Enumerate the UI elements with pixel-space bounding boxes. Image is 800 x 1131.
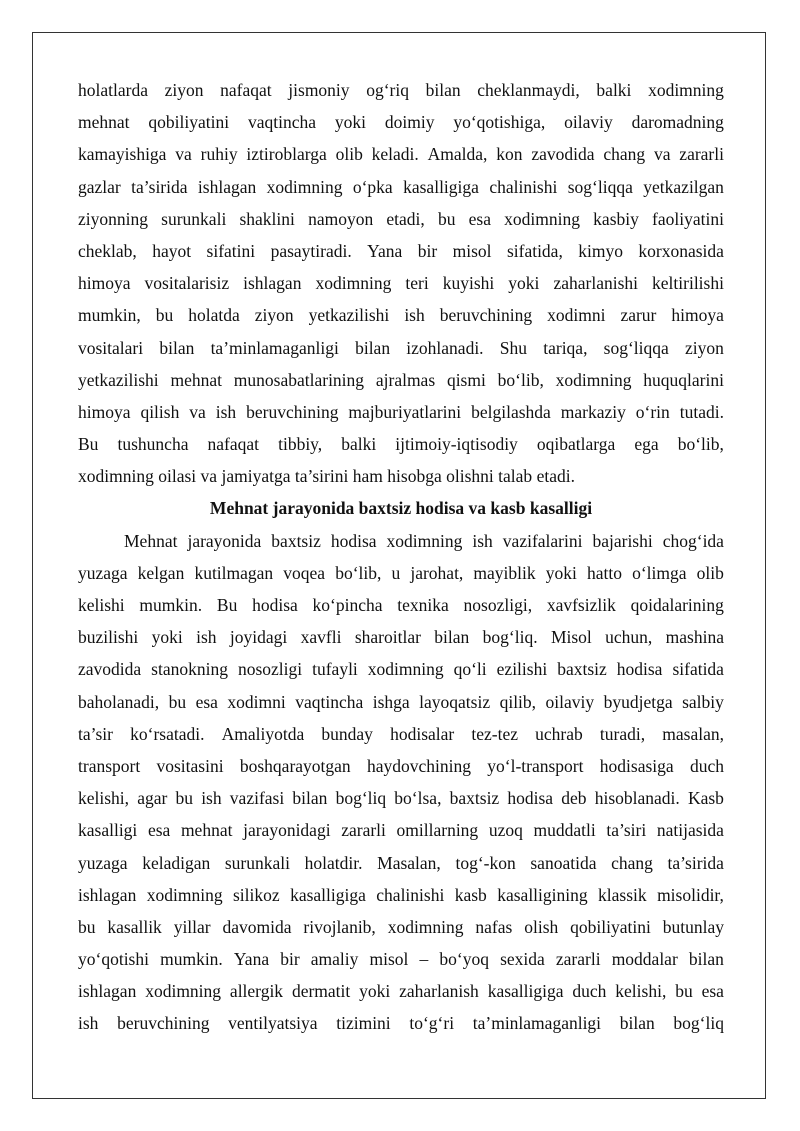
section-heading: Mehnat jarayonida baxtsiz hodisa va kasb kasalligi [209, 498, 593, 519]
text-line: xodimning oilasi va jamiyatga ta’sirini ham hisobga olishni talab etadi. [78, 466, 575, 487]
text-line: kasalligi esa mehnat jarayonidagi zararli omillarning uzoq muddatli ta’siri natijasida [78, 820, 724, 841]
text-line: Bu tushuncha nafaqat tibbiy, balki ijtimoiy-iqtisodiy oqibatlarga ega bo‘lib, [78, 434, 724, 455]
text-line: vositalari bilan ta’minlamaganligi bilan izohlanadi. Shu tariqa, sog‘liqqa ziyon [78, 337, 724, 358]
text-line: buzilishi yoki ish joyidagi xavfli sharoitlar bilan bog‘liq. Misol uchun, mashina [78, 627, 724, 648]
text-line: Mehnat jarayonida baxtsiz hodisa xodimning ish vazifalarini bajarishi chog‘ida [124, 530, 724, 551]
text-line: ishlagan xodimning allergik dermatit yoki zaharlanish kasalligiga duch kelishi, bu esa [78, 981, 724, 1002]
text-line: yuzaga kelgan kutilmagan voqea bo‘lib, u jarohat, mayiblik yoki hatto o‘limga olib [78, 562, 724, 583]
text-line: holatlarda ziyon nafaqat jismoniy og‘riq bilan cheklanmaydi, balki xodimning [78, 80, 724, 100]
paragraph-2 [78, 525, 724, 1040]
text-line: ziyonning surunkali shaklini namoyon etadi, bu esa xodimning kasbiy faoliyatini [78, 208, 724, 229]
text-line: mehnat qobiliyatini vaqtincha yoki doimiy yo‘qotishiga, oilaviy daromadning [78, 112, 724, 133]
text-line: mumkin, bu holatda ziyon yetkazilishi ish beruvchining xodimni zarur himoya [78, 305, 724, 326]
text-line: zavodida stanokning nosozligi tufayli xodimning qo‘li ezilishi baxtsiz hodisa sifatida [78, 659, 724, 680]
text-line: yetkazilishi mehnat munosabatlarining ajralmas qismi bo‘lib, xodimning huquqlarini [78, 369, 724, 390]
document-body [78, 74, 724, 1040]
text-line: cheklab, hayot sifatini pasaytiradi. Yana bir misol sifatida, kimyo korxonasida [78, 240, 724, 261]
text-line: himoya vositalarisiz ishlagan xodimning teri kuyishi yoki zaharlanishi keltirilishi [78, 273, 724, 294]
text-line: kelishi mumkin. Bu hodisa ko‘pincha texnika nosozligi, xavfsizlik qoidalarining [78, 595, 724, 615]
text-line: bu kasallik yillar davomida rivojlanib, xodimning nafas olish qobiliyatini butunlay [78, 916, 724, 937]
text-line: kelishi, agar bu ish vazifasi bilan bog‘liq bo‘lsa, baxtsiz hodisa deb hisoblanadi. Kasb [78, 788, 724, 809]
text-line: gazlar ta’sirida ishlagan xodimning o‘pka kasalligiga chalinishi sog‘liqqa yetkazilgan [78, 176, 724, 197]
text-line: yuzaga keladigan surunkali holatdir. Masalan, tog‘-kon sanoatida chang ta’sirida [78, 852, 724, 873]
text-line: yo‘qotishi mumkin. Yana bir amaliy misol – bo‘yoq sexida zararli moddalar bilan [78, 949, 724, 970]
text-line: ish beruvchining ventilyatsiya tizimini to‘g‘ri ta’minlamaganligi bilan bog‘liq [78, 1013, 724, 1034]
text-line: kamayishiga va ruhiy iztiroblarga olib keladi. Amalda, kon zavodida chang va zararli [78, 144, 724, 165]
text-line: ishlagan xodimning silikoz kasalligiga chalinishi kasb kasalligining klassik misolidir, [78, 884, 724, 905]
text-line: transport vositasini boshqarayotgan haydovchining yo‘l-transport hodisasiga duch [78, 755, 724, 776]
text-line: himoya qilish va ish beruvchining majburiyatlarini belgilashda markaziy o‘rin tutadi. [78, 401, 724, 422]
paragraph-1 [78, 74, 724, 492]
text-line: ta’sir ko‘rsatadi. Amaliyotda bunday hodisalar tez-tez uchrab turadi, masalan, [78, 723, 724, 744]
text-line: baholanadi, bu esa xodimni vaqtincha ishga layoqatsiz qilib, oilaviy byudjetga salbiy [78, 691, 724, 712]
